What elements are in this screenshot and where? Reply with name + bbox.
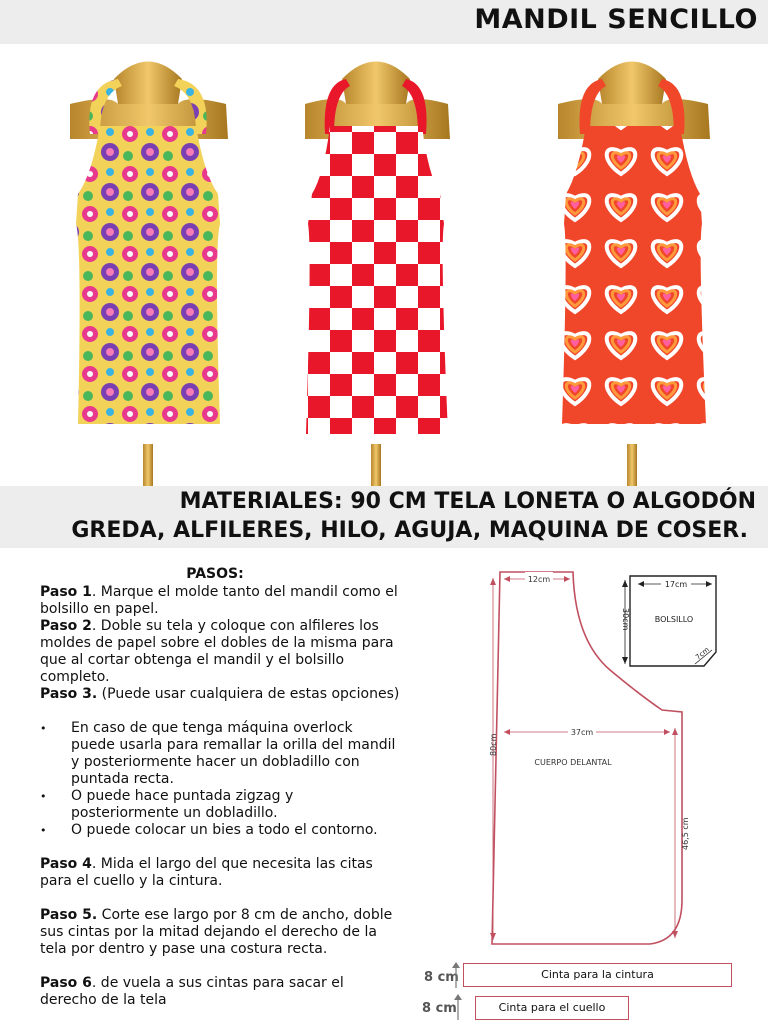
option-item: • En caso de que tenga máquina overlock puede usarla para remallar la orilla del mandil y posteriormente hacer un dobladillo con puntada recta. xyxy=(40,720,400,788)
option-item: • O puede colocar un bies a todo el contorno. xyxy=(40,822,400,839)
step-5-label: Paso 5. xyxy=(40,907,98,923)
apron-hearts xyxy=(558,62,710,487)
pocket-label: BOLSILLO xyxy=(654,615,694,624)
mid-width-label: 37cm xyxy=(570,728,594,737)
pattern-diagram xyxy=(420,560,768,1024)
step-3-options xyxy=(40,720,400,839)
step-1-text: . Marque el molde tanto del mandil como el bolsillo en papel. xyxy=(40,584,398,617)
option-item: • O puede hace puntada zigzag y posteriormente un dobladillo. xyxy=(40,788,400,822)
pocket-width-label: 17cm xyxy=(664,580,688,589)
step-5-text: Corte ese largo por 8 cm de ancho, doble sus cintas por la mitad dejando el derecho de la tela por dentro y pase una costura recta. xyxy=(40,907,393,957)
apron-checker xyxy=(305,62,450,487)
top-width-label: 12cm xyxy=(527,575,551,584)
step-4-text: . Mida el largo del que necesita las citas para el cuello y la cintura. xyxy=(40,856,373,889)
step-4-label: Paso 4 xyxy=(40,856,92,872)
apron-photos xyxy=(0,44,768,486)
neck-up-arrow-icon xyxy=(453,994,463,1020)
total-height-label: 80cm xyxy=(489,733,498,756)
pocket-height-label: 30cm xyxy=(621,608,630,631)
step-3-text: (Puede usar cualquiera de estas opciones) xyxy=(97,686,400,702)
materials-line-2: GREDA, ALFILERES, HILO, AGUJA, MAQUINA DE COSER. xyxy=(71,518,748,543)
step-1 xyxy=(40,584,400,618)
step-3-label: Paso 3. xyxy=(40,686,98,702)
apron-photos-svg xyxy=(0,44,768,486)
waist-strap-height: 8 cm xyxy=(424,970,459,985)
steps-section xyxy=(40,566,400,1009)
apron-floral xyxy=(70,62,228,487)
step-6-text: . de vuela a sus cintas para sacar el derecho de la tela xyxy=(40,975,344,1008)
step-1-label: Paso 1 xyxy=(40,584,92,600)
page-title: MANDIL SENCILLO xyxy=(474,4,758,35)
pattern-svg xyxy=(420,560,768,960)
step-2-label: Paso 2 xyxy=(40,618,92,634)
materials-banner xyxy=(0,486,768,548)
step-5 xyxy=(40,907,400,958)
steps-heading: PASOS: xyxy=(186,566,244,582)
step-6 xyxy=(40,975,400,1009)
neck-strap-height: 8 cm xyxy=(422,1001,457,1016)
step-2-text: . Doble su tela y coloque con alfileres los moldes de papel sobre el dobles de la misma para que al cortar obtenga el mandil y el bolsillo completo. xyxy=(40,618,394,685)
materials-line-1: MATERIALES: 90 CM TELA LONETA O ALGODÓN xyxy=(179,489,756,514)
waist-strap: Cinta para la cintura xyxy=(463,963,732,987)
waist-up-arrow-icon xyxy=(451,962,461,988)
step-2 xyxy=(40,618,400,686)
neck-strap: Cinta para el cuello xyxy=(475,996,629,1020)
step-4 xyxy=(40,856,400,890)
step-3 xyxy=(40,686,400,703)
title-bar xyxy=(0,0,768,44)
body-label: CUERPO DELANTAL xyxy=(534,758,612,767)
step-6-label: Paso 6 xyxy=(40,975,92,991)
side-height-label: 46,5 cm xyxy=(681,817,690,850)
pocket-corner-label: 7cm xyxy=(694,645,711,662)
